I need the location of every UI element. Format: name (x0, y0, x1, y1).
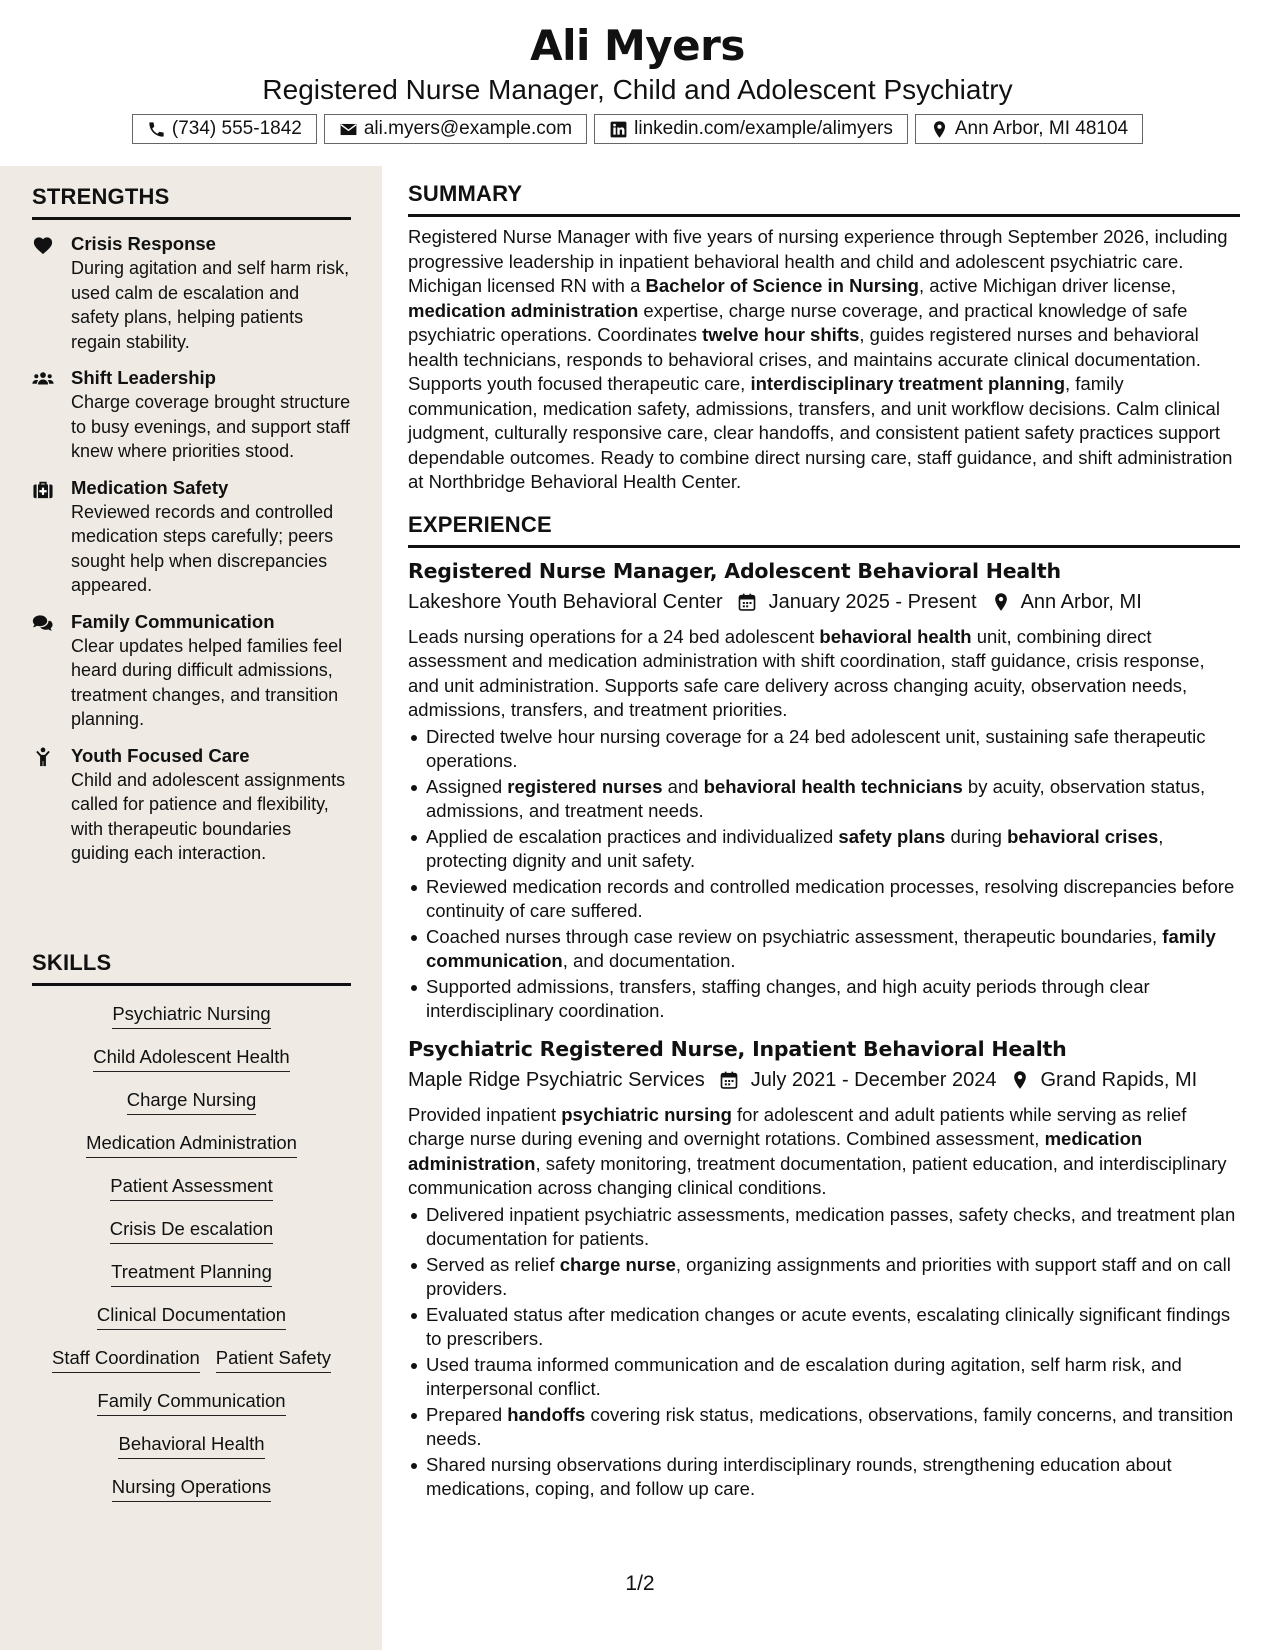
desc-part: for adolescent and adult patients while serving as relief charge nurse during evening and overnight rotations. Combined assessment, (408, 1103, 1187, 1149)
bullet-text: Used trauma informed communication and de escalation during agitation, self harm risk, and interpersonal conflict. (426, 1353, 1182, 1399)
strength-item (32, 476, 351, 598)
users-icon (32, 369, 54, 389)
linkedin-text: linkedin.com/example/alimyers (634, 118, 893, 139)
bullet-item (408, 1203, 1240, 1252)
job-meta (408, 587, 1240, 617)
bullet-item (408, 1453, 1240, 1502)
job-dates: January 2025 - Present (768, 590, 977, 613)
desc-part: Leads nursing operations for a 24 bed adolescent (408, 625, 820, 647)
contact-linkedin[interactable] (594, 114, 908, 144)
strengths-heading: STRENGTHS (32, 184, 170, 209)
bullet-text: Prepared (426, 1403, 508, 1425)
bullet-text: Applied de escalation practices and individualized (426, 825, 839, 847)
skill-tag: Family Communication (97, 1389, 285, 1416)
strength-description: Child and adolescent assignments called for patience and flexibility, with therapeutic boundaries guiding each interaction. (71, 769, 346, 863)
bullet-highlight: family communication (426, 925, 1216, 971)
bullet-text: Reviewed medication records and controlled medication processes, resolving discrepancies before continuity of care suffered. (426, 875, 1235, 921)
strength-description: Clear updates helped families feel heard during difficult admissions, treatment changes, and transition planning. (71, 635, 343, 729)
strength-item (32, 610, 351, 732)
bullet-text: , and documentation. (562, 950, 736, 971)
bullet-item (408, 875, 1240, 924)
strength-item (32, 366, 351, 464)
job-title: Registered Nurse Manager, Adolescent Behavioral Health (408, 558, 1061, 583)
bullet-highlight: behavioral crises (1007, 825, 1159, 847)
job-meta (408, 1065, 1240, 1095)
location-text: Ann Arbor, MI 48104 (954, 118, 1129, 139)
phone-icon (147, 120, 166, 139)
summary-highlight: interdisciplinary treatment planning (750, 373, 1066, 394)
summary-heading: SUMMARY (408, 181, 523, 206)
child-icon (32, 747, 54, 767)
bullet-text: Evaluated status after medication changes or acute events, escalating clinically significant findings to prescribers. (426, 1303, 1231, 1349)
skill-tag: Psychiatric Nursing (112, 1002, 270, 1029)
skill-tag: Charge Nursing (127, 1088, 257, 1115)
skill-tag: Nursing Operations (112, 1475, 271, 1502)
skill-tag: Staff Coordination (52, 1346, 200, 1373)
bullet-text: Shared nursing observations during interdisciplinary rounds, strengthening education about medications, coping, and follow up care. (426, 1453, 1172, 1499)
phone-text: (734) 555-1842 (171, 118, 302, 139)
bullet-highlight: safety plans (838, 825, 946, 847)
bullet-text: Delivered inpatient psychiatric assessments, medication passes, safety checks, and treatment plan documentation for patients. (426, 1203, 1236, 1249)
bullet-text: , protecting dignity and unit safety. (426, 825, 1164, 871)
page-number: 1/2 (625, 1572, 655, 1595)
skill-tag: Patient Assessment (110, 1174, 272, 1201)
bullet-text: , organizing assignments and priorities with support staff and on call providers. (426, 1253, 1231, 1299)
bullet-text: Coached nurses through case review on psychiatric assessment, therapeutic boundaries, (426, 925, 1163, 947)
skill-tag: Crisis De escalation (110, 1217, 273, 1244)
strength-item (32, 744, 351, 866)
bullet-item (408, 1353, 1240, 1402)
main-content (408, 180, 1240, 1503)
linkedin-icon (609, 120, 628, 139)
bullet-text: Assigned (426, 775, 508, 797)
skills-list (32, 1002, 351, 1502)
job-bullets (408, 725, 1240, 1024)
desc-part: , safety monitoring, treatment documentation, patient education, and interdisciplinary communication across changing clinical conditions. (408, 1152, 1227, 1198)
summary-highlight: medication administration (408, 299, 639, 321)
job-entry (408, 1034, 1240, 1502)
bullet-item (408, 1253, 1240, 1302)
contact-phone[interactable] (132, 114, 317, 144)
contact-bar (0, 114, 1275, 144)
skills-section (32, 949, 351, 1502)
experience-heading: EXPERIENCE (408, 511, 552, 537)
skills-heading: SKILLS (32, 950, 112, 975)
strength-title: Family Communication (71, 610, 275, 632)
strength-description: During agitation and self harm risk, used calm de escalation and safety plans, helping patients regain stability. (71, 258, 350, 352)
desc-highlight: behavioral health (819, 625, 972, 647)
bullet-text: Supported admissions, transfers, staffing changes, and high acuity periods through clear interdisciplinary coordination. (426, 975, 1150, 1021)
envelope-icon (339, 120, 358, 139)
job-title: Psychiatric Registered Nurse, Inpatient Behavioral Health (408, 1036, 1067, 1061)
bullet-highlight: registered nurses (507, 775, 663, 797)
summary-part: expertise, charge nurse coverage, and practical knowledge of safe psychiatric operations. Coordinates (408, 299, 1188, 345)
strength-title: Crisis Response (71, 233, 216, 254)
strength-title: Shift Leadership (71, 367, 216, 388)
strengths-divider (32, 217, 351, 220)
summary-highlight: Bachelor of Science in Nursing (645, 275, 919, 296)
job-location: Ann Arbor, MI (1020, 590, 1142, 613)
bullet-highlight: handoffs (507, 1403, 586, 1425)
skill-tag: Treatment Planning (111, 1260, 272, 1287)
summary-part: , active Michigan driver license, (918, 275, 1177, 296)
bullet-item (408, 725, 1240, 774)
contact-location (915, 114, 1143, 144)
summary-section (408, 180, 1240, 495)
candidate-name: Ali Myers (530, 21, 745, 70)
comments-icon (32, 613, 54, 633)
bullet-item (408, 775, 1240, 824)
calendar-icon (737, 592, 757, 612)
desc-highlight: medication administration (408, 1128, 1143, 1174)
bullet-item (408, 1403, 1240, 1452)
summary-part: , guides registered nurses and behavioral health technicians, responds to behavioral crises, and maintains accurate clinical documentation. Supports youth focused therapeutic care, (408, 324, 1201, 394)
map-pin-icon (1010, 1070, 1030, 1090)
bullet-item (408, 975, 1240, 1024)
email-text: ali.myers@example.com (363, 118, 573, 139)
bullet-item (408, 925, 1240, 974)
contact-email[interactable] (324, 114, 587, 144)
job-description (408, 1103, 1240, 1201)
bullet-text: Directed twelve hour nursing coverage for a 24 bed adolescent unit, sustaining safe therapeutic operations. (426, 725, 1206, 771)
strength-title: Youth Focused Care (71, 744, 250, 766)
summary-part: , family communication, medication safety, admissions, transfers, and unit workflow decisions. Calm clinical judgment, culturally responsive care, clear handoffs, and consistent patient safety practices support dependable outcomes. Ready to combine direct nursing care, staff guidance, and shift administration at Northbridge Behavioral Health Center. (408, 373, 1233, 492)
skill-tag: Medication Administration (86, 1131, 297, 1158)
skill-tag: Clinical Documentation (97, 1303, 286, 1330)
bullet-text: by acuity, observation status, admissions, and treatment needs. (426, 775, 1206, 821)
summary-divider (408, 214, 1240, 217)
job-bullets (408, 1203, 1240, 1502)
candidate-title: Registered Nurse Manager, Child and Adolescent Psychiatry (262, 74, 1013, 105)
skill-tag: Child Adolescent Health (93, 1045, 289, 1072)
strength-item (32, 232, 351, 354)
bullet-highlight: behavioral health technicians (703, 775, 963, 797)
resume-header (0, 0, 1275, 166)
desc-part: unit, combining direct assessment and medication administration with shift coordination, staff guidance, crisis response, and unit administration. Supports safe care delivery across changing acuity, observation needs, admissions, transfers, and treatment priorities. (408, 625, 1205, 720)
summary-text (408, 225, 1240, 495)
bullet-text: and (662, 775, 704, 797)
job-company: Maple Ridge Psychiatric Services (408, 1068, 705, 1091)
desc-highlight: psychiatric nursing (561, 1103, 732, 1125)
bullet-text: covering risk status, medications, observations, family concerns, and transition needs. (426, 1403, 1234, 1449)
job-location: Grand Rapids, MI (1040, 1068, 1198, 1091)
bullet-item (408, 1303, 1240, 1352)
map-pin-icon (930, 120, 949, 139)
summary-part: Registered Nurse Manager with five years of nursing experience through September 2026, including progressive leadership in inpatient behavioral health and child and adolescent psychiatric care. Michigan licensed RN with a (408, 226, 1228, 296)
job-entry (408, 556, 1240, 1024)
desc-part: Provided inpatient (408, 1103, 562, 1125)
bullet-text: during (945, 825, 1008, 847)
skill-tag: Patient Safety (216, 1346, 331, 1373)
experience-divider (408, 545, 1240, 548)
skills-divider (32, 983, 351, 986)
calendar-icon (719, 1070, 739, 1090)
map-pin-icon (991, 592, 1011, 612)
job-description (408, 625, 1240, 723)
bullet-highlight: charge nurse (559, 1253, 676, 1275)
bullet-text: Served as relief (426, 1253, 560, 1275)
job-company: Lakeshore Youth Behavioral Center (408, 590, 723, 613)
job-dates: July 2021 - December 2024 (750, 1068, 997, 1091)
strengths-section (32, 183, 351, 866)
experience-section (408, 511, 1240, 1502)
bullet-item (408, 825, 1240, 874)
summary-highlight: twelve hour shifts (702, 324, 860, 345)
strength-description: Charge coverage brought structure to busy evenings, and support staff knew where priorities stood. (71, 392, 351, 461)
skill-tag: Behavioral Health (118, 1432, 264, 1459)
left-sidebar (0, 166, 382, 1650)
strength-title: Medication Safety (71, 476, 229, 498)
medkit-icon (32, 479, 54, 499)
strength-description: Reviewed records and controlled medication steps carefully; peers sought help when discrepancies appeared. (71, 501, 334, 595)
heart-icon (32, 235, 54, 255)
